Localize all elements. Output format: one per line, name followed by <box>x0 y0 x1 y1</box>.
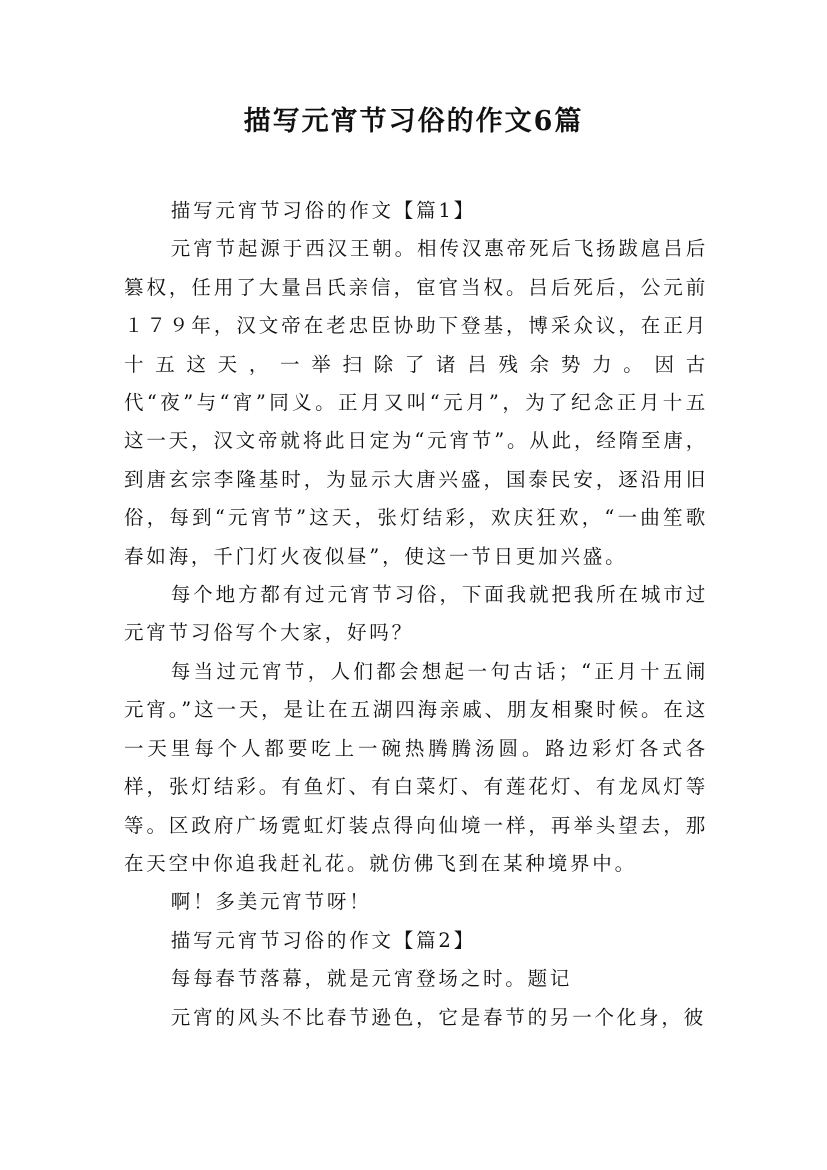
paragraph: 啊！多美元宵节呀！ <box>170 890 372 914</box>
paragraph: 每当过元宵节，人们都会想起一句古话；“正月十五闹元宵。”这一天，是让在五湖四海亲戚、朋友相聚时候。在这一天里每个人都要吃上一碗热腾腾汤圆。路边彩灯各式各样，张灯结彩。有鱼灯、有白菜灯、有莲花灯、有龙凤灯等等。区政府广场霓虹灯装点得向仙境一样，再举头望去，那在天空中你追我赶礼花。就仿佛飞到在某种境界中。 <box>124 659 708 875</box>
document-body <box>124 192 708 1037</box>
section-heading: 描写元宵节习俗的作文【篇1】 <box>170 199 476 222</box>
paragraph: 元宵的风头不比春节逊色，它是春节的另一个化身，彼 <box>170 1005 706 1029</box>
paragraph: 每个地方都有过元宵节习俗，下面我就把我所在城市过元宵节习俗写个大家，好吗？ <box>124 583 708 645</box>
paragraph: 每每春节落幕，就是元宵登场之时。题记 <box>170 967 573 991</box>
section-heading: 描写元宵节习俗的作文【篇2】 <box>170 928 476 952</box>
paragraph: 元宵节起源于西汉王朝。相传汉惠帝死后飞扬跋扈吕后篡权，任用了大量吕氏亲信，宦官当权。吕后死后，公元前１７９年，汉文帝在老忠臣协助下登基，博采众议，在正月十五这天，一举扫除了诸吕残余势力。因古代“夜”与“宵”同义。正月又叫“元月”，为了纪念正月十五这一天，汉文帝就将此日定为“元宵节”。从此，经隋至唐，到唐玄宗李隆基时，为显示大唐兴盛，国泰民安，逐沿用旧俗，每到“元宵节”这天，张灯结彩，欢庆狂欢，“一曲笙歌春如海，千门灯火夜似昼”，使这一节日更加兴盛。 <box>124 237 708 568</box>
document-title: 描写元宵节习俗的作文6篇 <box>243 106 584 137</box>
